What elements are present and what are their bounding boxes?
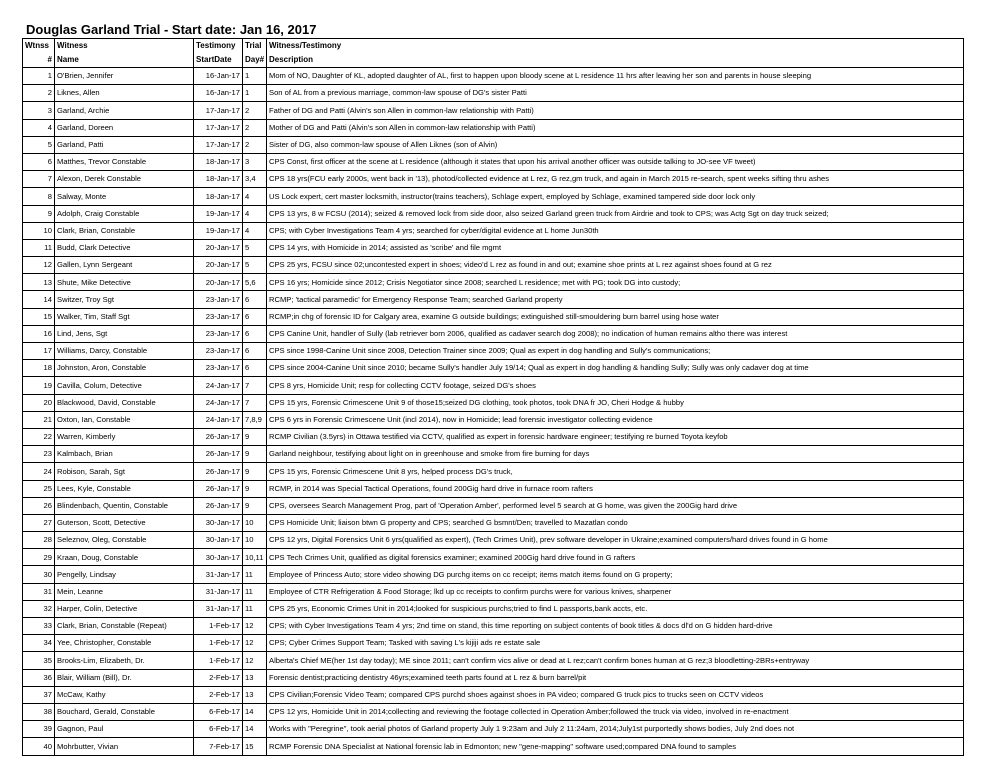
cell-name: Clark, Brian, Constable (Repeat) xyxy=(55,618,194,635)
cell-name: Salway, Monte xyxy=(55,188,194,205)
header-startdate: StartDate xyxy=(194,53,243,68)
cell-description: CPS, oversees Search Management Prog, part of 'Operation Amber', performed level 5 search at G home, was given the 200Gig hard drive xyxy=(267,497,964,514)
cell-start-date: 1-Feb-17 xyxy=(194,618,243,635)
cell-start-date: 7-Feb-17 xyxy=(194,738,243,755)
cell-start-date: 1-Feb-17 xyxy=(194,652,243,669)
cell-name: Lees, Kyle, Constable xyxy=(55,480,194,497)
cell-start-date: 19-Jan-17 xyxy=(194,205,243,222)
cell-name: Liknes, Allen xyxy=(55,85,194,102)
cell-trial-day: 6 xyxy=(243,343,267,360)
cell-name: Guterson, Scott, Detective xyxy=(55,514,194,531)
table-row xyxy=(23,480,964,497)
cell-trial-day: 12 xyxy=(243,618,267,635)
cell-number: 12 xyxy=(23,257,55,274)
cell-number: 37 xyxy=(23,686,55,703)
cell-name: Johnston, Aron, Constable xyxy=(55,360,194,377)
cell-name: Cavilla, Colum, Detective xyxy=(55,377,194,394)
cell-name: Garland, Patti xyxy=(55,136,194,153)
table-row xyxy=(23,102,964,119)
cell-start-date: 17-Jan-17 xyxy=(194,136,243,153)
cell-number: 15 xyxy=(23,308,55,325)
cell-description: CPS; with Cyber Investigations Team 4 yrs; 2nd time on stand, this time reporting on subject contents of book titles & docs dl'd on G hidden hard-drive xyxy=(267,618,964,635)
cell-number: 40 xyxy=(23,738,55,755)
table-row xyxy=(23,136,964,153)
cell-number: 34 xyxy=(23,635,55,652)
cell-number: 8 xyxy=(23,188,55,205)
cell-start-date: 23-Jan-17 xyxy=(194,360,243,377)
cell-description: Father of DG and Patti (Alvin's son Allen in common-law relationship with Patti) xyxy=(267,102,964,119)
cell-name: Blindenbach, Quentin, Constable xyxy=(55,497,194,514)
cell-name: Brooks-Lim, Elizabeth, Dr. xyxy=(55,652,194,669)
cell-trial-day: 7 xyxy=(243,377,267,394)
table-row xyxy=(23,618,964,635)
cell-number: 25 xyxy=(23,480,55,497)
table-row xyxy=(23,600,964,617)
cell-start-date: 18-Jan-17 xyxy=(194,153,243,170)
cell-trial-day: 13 xyxy=(243,686,267,703)
table-row xyxy=(23,532,964,549)
cell-number: 7 xyxy=(23,171,55,188)
cell-description: Mom of NO, Daughter of KL, adopted daughter of AL, first to happen upon bloody scene at L residence 11 hrs after leaving her son and parents in house sleeping xyxy=(267,68,964,85)
cell-description: Mother of DG and Patti (Alvin's son Allen in common-law relationship with Patti) xyxy=(267,119,964,136)
cell-trial-day: 4 xyxy=(243,205,267,222)
cell-start-date: 16-Jan-17 xyxy=(194,68,243,85)
cell-name: Garland, Archie xyxy=(55,102,194,119)
cell-start-date: 19-Jan-17 xyxy=(194,222,243,239)
cell-description: Sister of DG, also common-law spouse of Allen Liknes (son of Alvin) xyxy=(267,136,964,153)
cell-start-date: 26-Jan-17 xyxy=(194,428,243,445)
cell-description: Alberta's Chief ME(her 1st day today); ME since 2011; can't confirm vics alive or dead at L rez;can't confirm bones human at G rez;3 bloodletting-2BRs+entryway xyxy=(267,652,964,669)
cell-number: 11 xyxy=(23,239,55,256)
cell-description: Works with "Peregrine", took aerial photos of Garland property July 1 9:23am and July 2 11:24am, 2014;July1st purportedly shows bodies, July 2nd does not xyxy=(267,721,964,738)
cell-trial-day: 15 xyxy=(243,738,267,755)
cell-description: RCMP Forensic DNA Specialist at National forensic lab in Edmonton; new "gene-mapping" software used;compared DNA found to samples xyxy=(267,738,964,755)
header-description: Description xyxy=(267,53,964,68)
cell-name: Lind, Jens, Sgt xyxy=(55,325,194,342)
cell-start-date: 24-Jan-17 xyxy=(194,411,243,428)
cell-description: CPS 12 yrs, Homicide Unit in 2014;collecting and reviewing the footage collected in Operation Amber;followed the truck via video, involved in re-enactment xyxy=(267,703,964,720)
header-number: # xyxy=(23,53,55,68)
cell-number: 35 xyxy=(23,652,55,669)
cell-description: CPS 8 yrs, Homicide Unit; resp for collecting CCTV footage, seized DG's shoes xyxy=(267,377,964,394)
cell-name: Blair, William (Bill), Dr. xyxy=(55,669,194,686)
table-row xyxy=(23,549,964,566)
table-row xyxy=(23,343,964,360)
cell-name: Alexon, Derek Constable xyxy=(55,171,194,188)
cell-start-date: 24-Jan-17 xyxy=(194,377,243,394)
table-row xyxy=(23,566,964,583)
cell-name: Mohrbutter, Vivian xyxy=(55,738,194,755)
cell-description: CPS 6 yrs in Forensic Crimescene Unit (incl 2014), now in Homicide; lead forensic investigator collecting evidence xyxy=(267,411,964,428)
table-row xyxy=(23,119,964,136)
cell-trial-day: 11 xyxy=(243,583,267,600)
cell-name: Gagnon, Paul xyxy=(55,721,194,738)
cell-start-date: 30-Jan-17 xyxy=(194,532,243,549)
cell-description: CPS 18 yrs(FCU early 2000s, went back in '13), photod/collected evidence at L rez, G rez,gm truck, and again in March 2015 re-search, spent weeks sifting thru ashes xyxy=(267,171,964,188)
cell-trial-day: 14 xyxy=(243,721,267,738)
cell-start-date: 26-Jan-17 xyxy=(194,497,243,514)
cell-trial-day: 1 xyxy=(243,85,267,102)
header-witness: Witness xyxy=(55,39,194,54)
cell-number: 23 xyxy=(23,446,55,463)
table-row xyxy=(23,153,964,170)
table-row xyxy=(23,171,964,188)
cell-start-date: 2-Feb-17 xyxy=(194,669,243,686)
cell-description: CPS 16 yrs; Homicide since 2012; Crisis Negotiator since 2008; searched L residence; met with PG; took DG into custody; xyxy=(267,274,964,291)
cell-trial-day: 1 xyxy=(243,68,267,85)
cell-number: 26 xyxy=(23,497,55,514)
cell-number: 22 xyxy=(23,428,55,445)
header-trial: Trial xyxy=(243,39,267,54)
table-row xyxy=(23,428,964,445)
cell-name: Yee, Christopher, Constable xyxy=(55,635,194,652)
witness-table-container xyxy=(22,38,963,756)
header-row-2 xyxy=(23,53,964,68)
cell-name: Switzer, Troy Sgt xyxy=(55,291,194,308)
table-row xyxy=(23,377,964,394)
table-row xyxy=(23,738,964,755)
table-row xyxy=(23,325,964,342)
cell-description: CPS Const, first officer at the scene at L residence (although it states that upon his arrival another officer was outside talking to JO-see VF tweet) xyxy=(267,153,964,170)
table-row xyxy=(23,308,964,325)
cell-number: 19 xyxy=(23,377,55,394)
cell-number: 27 xyxy=(23,514,55,531)
table-row xyxy=(23,669,964,686)
cell-start-date: 18-Jan-17 xyxy=(194,188,243,205)
table-row xyxy=(23,85,964,102)
cell-description: Garland neighbour, testifying about light on in greenhouse and smoke from fire burning for days xyxy=(267,446,964,463)
cell-number: 16 xyxy=(23,325,55,342)
cell-start-date: 17-Jan-17 xyxy=(194,119,243,136)
cell-number: 20 xyxy=(23,394,55,411)
cell-start-date: 2-Feb-17 xyxy=(194,686,243,703)
cell-description: CPS 15 yrs, Forensic Crimescene Unit 9 of those15;seized DG clothing, took photos, took DNA fr JO, Cheri Hodge & hubby xyxy=(267,394,964,411)
table-row xyxy=(23,446,964,463)
header-witness-testimony: Witness/Testimony xyxy=(267,39,964,54)
cell-description: RCMP; 'tactical paramedic' for Emergency Response Team; searched Garland property xyxy=(267,291,964,308)
cell-name: Kalmbach, Brian xyxy=(55,446,194,463)
cell-trial-day: 14 xyxy=(243,703,267,720)
table-row xyxy=(23,360,964,377)
cell-name: Harper, Colin, Detective xyxy=(55,600,194,617)
cell-description: CPS Canine Unit, handler of Sully (lab retriever born 2006, qualified as cadaver search dog 2008); no indication of human remains altho there was interest xyxy=(267,325,964,342)
cell-trial-day: 5 xyxy=(243,257,267,274)
cell-number: 13 xyxy=(23,274,55,291)
cell-name: Pengelly, Lindsay xyxy=(55,566,194,583)
cell-number: 2 xyxy=(23,85,55,102)
cell-description: RCMP, in 2014 was Special Tactical Operations, found 200Gig hard drive in furnace room rafters xyxy=(267,480,964,497)
table-row xyxy=(23,257,964,274)
cell-description: CPS 13 yrs, 8 w FCSU (2014); seized & removed lock from side door, also seized Garland green truck from Airdrie and took to CPS; was Actg Sgt on day truck seized; xyxy=(267,205,964,222)
cell-start-date: 20-Jan-17 xyxy=(194,239,243,256)
cell-trial-day: 6 xyxy=(243,308,267,325)
cell-start-date: 30-Jan-17 xyxy=(194,514,243,531)
table-row xyxy=(23,686,964,703)
cell-trial-day: 7 xyxy=(243,394,267,411)
cell-start-date: 31-Jan-17 xyxy=(194,600,243,617)
cell-start-date: 23-Jan-17 xyxy=(194,343,243,360)
table-row xyxy=(23,239,964,256)
cell-number: 17 xyxy=(23,343,55,360)
cell-description: CPS 25 yrs, FCSU since 02;uncontested expert in shoes; video'd L rez as found in and out; examine shoe prints at L rez against shoes found at G rez xyxy=(267,257,964,274)
cell-trial-day: 10 xyxy=(243,514,267,531)
witness-table xyxy=(22,38,964,756)
cell-start-date: 26-Jan-17 xyxy=(194,446,243,463)
cell-start-date: 23-Jan-17 xyxy=(194,308,243,325)
table-row xyxy=(23,497,964,514)
cell-name: O'Brien, Jennifer xyxy=(55,68,194,85)
cell-description: CPS since 1998-Canine Unit since 2008, Detection Trainer since 2009; Qual as expert in dog handling and Sully's communications; xyxy=(267,343,964,360)
cell-number: 5 xyxy=(23,136,55,153)
cell-trial-day: 2 xyxy=(243,102,267,119)
cell-trial-day: 9 xyxy=(243,446,267,463)
cell-description: RCMP Civilian (3.5yrs) in Ottawa testified via CCTV, qualified as expert in forensic hardware engineer; testifying re burned Toyota keyfob xyxy=(267,428,964,445)
cell-number: 38 xyxy=(23,703,55,720)
cell-number: 4 xyxy=(23,119,55,136)
cell-name: Walker, Tim, Staff Sgt xyxy=(55,308,194,325)
cell-start-date: 26-Jan-17 xyxy=(194,463,243,480)
cell-start-date: 6-Feb-17 xyxy=(194,721,243,738)
cell-name: McCaw, Kathy xyxy=(55,686,194,703)
table-row xyxy=(23,652,964,669)
cell-name: Kraan, Doug, Constable xyxy=(55,549,194,566)
cell-number: 29 xyxy=(23,549,55,566)
cell-description: Forensic dentist;practicing dentistry 46yrs;examined teeth parts found at L rez & burn barrel/pit xyxy=(267,669,964,686)
cell-trial-day: 10,11 xyxy=(243,549,267,566)
cell-trial-day: 11 xyxy=(243,600,267,617)
cell-description: CPS since 2004-Canine Unit since 2010; became Sully's handler July 19/14; Qual as expert in dog handling & handling Sully; Sully was only cadaver dog at time xyxy=(267,360,964,377)
header-name: Name xyxy=(55,53,194,68)
cell-description: CPS Homicide Unit; liaison btwn G property and CPS; searched G bsmnt/Den; travelled to Mazatlan condo xyxy=(267,514,964,531)
cell-trial-day: 5 xyxy=(243,239,267,256)
cell-description: RCMP;in chg of forensic ID for Calgary area, examine G outside buildings; extinguished still-smouldering burn barrel using hose water xyxy=(267,308,964,325)
cell-description: US Lock expert, cert master locksmith, instructor(trains teachers), Schlage expert, employed by Schlage, examined tampered side door lock only xyxy=(267,188,964,205)
cell-start-date: 26-Jan-17 xyxy=(194,480,243,497)
cell-number: 3 xyxy=(23,102,55,119)
cell-start-date: 20-Jan-17 xyxy=(194,257,243,274)
page-title: Douglas Garland Trial - Start date: Jan 16, 2017 xyxy=(26,22,317,37)
cell-name: Bouchard, Gerald, Constable xyxy=(55,703,194,720)
table-row xyxy=(23,205,964,222)
cell-start-date: 16-Jan-17 xyxy=(194,85,243,102)
cell-trial-day: 13 xyxy=(243,669,267,686)
table-row xyxy=(23,274,964,291)
cell-trial-day: 12 xyxy=(243,635,267,652)
cell-description: Son of AL from a previous marriage, common-law spouse of DG's sister Patti xyxy=(267,85,964,102)
cell-start-date: 23-Jan-17 xyxy=(194,291,243,308)
cell-trial-day: 4 xyxy=(243,222,267,239)
cell-name: Budd, Clark Detective xyxy=(55,239,194,256)
table-row xyxy=(23,635,964,652)
cell-number: 36 xyxy=(23,669,55,686)
cell-trial-day: 2 xyxy=(243,119,267,136)
cell-number: 18 xyxy=(23,360,55,377)
cell-number: 21 xyxy=(23,411,55,428)
table-row xyxy=(23,721,964,738)
cell-trial-day: 5,6 xyxy=(243,274,267,291)
cell-trial-day: 10 xyxy=(243,532,267,549)
table-row xyxy=(23,394,964,411)
cell-name: Robison, Sarah, Sgt xyxy=(55,463,194,480)
cell-trial-day: 9 xyxy=(243,428,267,445)
cell-name: Garland, Doreen xyxy=(55,119,194,136)
cell-trial-day: 4 xyxy=(243,188,267,205)
cell-number: 32 xyxy=(23,600,55,617)
cell-name: Adolph, Craig Constable xyxy=(55,205,194,222)
cell-start-date: 23-Jan-17 xyxy=(194,325,243,342)
cell-trial-day: 3 xyxy=(243,153,267,170)
cell-name: Seleznov, Oleg, Constable xyxy=(55,532,194,549)
cell-number: 14 xyxy=(23,291,55,308)
cell-name: Williams, Darcy, Constable xyxy=(55,343,194,360)
cell-description: CPS 25 yrs, Economic Crimes Unit in 2014;looked for suspicious purchs;tried to find L passports,bank accts, etc. xyxy=(267,600,964,617)
cell-start-date: 1-Feb-17 xyxy=(194,635,243,652)
cell-name: Matthes, Trevor Constable xyxy=(55,153,194,170)
cell-trial-day: 7,8,9 xyxy=(243,411,267,428)
cell-start-date: 17-Jan-17 xyxy=(194,102,243,119)
cell-name: Gallen, Lynn Sergeant xyxy=(55,257,194,274)
cell-number: 24 xyxy=(23,463,55,480)
cell-start-date: 24-Jan-17 xyxy=(194,394,243,411)
cell-description: CPS 12 yrs, Digital Forensics Unit 6 yrs(qualified as expert), (Tech Crimes Unit), prev software developer in Ukraine;examined computers/hard drives found in G home xyxy=(267,532,964,549)
table-row xyxy=(23,703,964,720)
cell-start-date: 6-Feb-17 xyxy=(194,703,243,720)
cell-description: CPS; with Cyber Investigations Team 4 yrs; searched for cyber/digital evidence at L home Jun30th xyxy=(267,222,964,239)
table-row xyxy=(23,583,964,600)
cell-number: 28 xyxy=(23,532,55,549)
cell-start-date: 18-Jan-17 xyxy=(194,171,243,188)
table-row xyxy=(23,222,964,239)
table-row xyxy=(23,463,964,480)
cell-description: CPS 14 yrs, with Homicide in 2014; assisted as 'scribe' and file mgmt xyxy=(267,239,964,256)
cell-number: 39 xyxy=(23,721,55,738)
cell-start-date: 31-Jan-17 xyxy=(194,566,243,583)
cell-description: CPS Tech Crimes Unit, qualified as digital forensics examiner; examined 200Gig hard drive found in G rafters xyxy=(267,549,964,566)
cell-number: 1 xyxy=(23,68,55,85)
cell-start-date: 20-Jan-17 xyxy=(194,274,243,291)
header-testimony: Testimony xyxy=(194,39,243,54)
header-day: Day# xyxy=(243,53,267,68)
cell-trial-day: 2 xyxy=(243,136,267,153)
cell-name: Mein, Leanne xyxy=(55,583,194,600)
cell-description: Employee of CTR Refrigeration & Food Storage; lkd up cc receipts to confirm purchs were for various knives, sharpener xyxy=(267,583,964,600)
table-row xyxy=(23,188,964,205)
cell-trial-day: 12 xyxy=(243,652,267,669)
cell-trial-day: 9 xyxy=(243,497,267,514)
cell-number: 10 xyxy=(23,222,55,239)
table-row xyxy=(23,514,964,531)
cell-name: Clark, Brian, Constable xyxy=(55,222,194,239)
header-row-1 xyxy=(23,39,964,54)
cell-description: CPS 15 yrs, Forensic Crimescene Unit 8 yrs, helped process DG's truck, xyxy=(267,463,964,480)
cell-trial-day: 6 xyxy=(243,291,267,308)
table-body xyxy=(23,68,964,756)
cell-description: CPS; Cyber Crimes Support Team; Tasked with saving L's kijiji ads re estate sale xyxy=(267,635,964,652)
cell-trial-day: 9 xyxy=(243,480,267,497)
cell-trial-day: 9 xyxy=(243,463,267,480)
header-wtnss: Wtnss xyxy=(23,39,55,54)
cell-name: Warren, Kimberly xyxy=(55,428,194,445)
cell-number: 31 xyxy=(23,583,55,600)
cell-name: Shute, Mike Detective xyxy=(55,274,194,291)
cell-trial-day: 6 xyxy=(243,360,267,377)
cell-number: 33 xyxy=(23,618,55,635)
cell-trial-day: 11 xyxy=(243,566,267,583)
cell-number: 9 xyxy=(23,205,55,222)
cell-start-date: 30-Jan-17 xyxy=(194,549,243,566)
cell-number: 6 xyxy=(23,153,55,170)
table-row xyxy=(23,291,964,308)
cell-name: Oxton, Ian, Constable xyxy=(55,411,194,428)
cell-description: Employee of Princess Auto; store video showing DG purchg items on cc receipt; items match items found on G property; xyxy=(267,566,964,583)
table-row xyxy=(23,68,964,85)
cell-description: CPS Civilian;Forensic Video Team; compared CPS purchd shoes against shoes in PA video; compared G truck pics to trucks seen on CCTV videos xyxy=(267,686,964,703)
cell-number: 30 xyxy=(23,566,55,583)
cell-start-date: 31-Jan-17 xyxy=(194,583,243,600)
cell-name: Blackwood, David, Constable xyxy=(55,394,194,411)
table-row xyxy=(23,411,964,428)
cell-trial-day: 6 xyxy=(243,325,267,342)
cell-trial-day: 3,4 xyxy=(243,171,267,188)
